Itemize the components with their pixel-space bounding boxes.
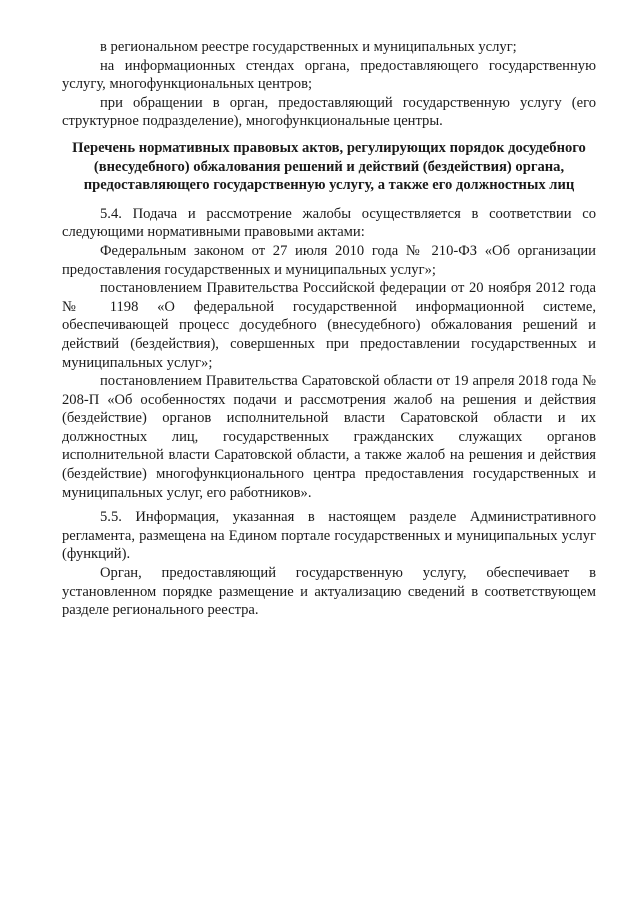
- section-heading: Перечень нормативных правовых актов, регулирующих порядок досудебного (внесудебного) обжалования решений и действий (бездействия) органа, предоставляющего государственную услугу, а также его должностных лиц: [72, 139, 586, 194]
- paragraph-agency-obligation: Орган, предоставляющий государственную услугу, обеспечивает в установленном порядке размещение и актуализацию сведений в соответствующем разделе регионального реестра.: [62, 565, 596, 619]
- paragraph-federal-law: Федеральным законом от 27 июля 2010 года № 210-ФЗ «Об организации предоставления государственных и муниципальных услуг»;: [62, 242, 596, 278]
- paragraph-5-5: 5.5. Информация, указанная в настоящем разделе Административного регламента, размещена на Едином портале государственных и муниципальных услуг (функций).: [62, 509, 596, 563]
- paragraph-info-stands: на информационных стендах органа, предоставляющего государственную услугу, многофункциональных центров;: [62, 57, 596, 93]
- paragraph-saratov-decree: постановлением Правительства Саратовской области от 19 апреля 2018 года № 208-П «Об особенностях подачи и рассмотрения жалоб на решения и действия (бездействие) органов исполнительной власти Саратовской области и их должностных лиц, государственных гражданских служащих органов исполнительной власти Саратовской области, а также жалоб на решения и действия (бездействие) многофункционального центра предоставления государственных и муниципальных услуг, его работников».: [62, 373, 596, 501]
- paragraph-5-4: 5.4. Подача и рассмотрение жалобы осуществляется в соответствии со следующими нормативными правовыми актами:: [62, 205, 596, 241]
- paragraph-applying-to-agency: при обращении в орган, предоставляющий государственную услугу (его структурное подразделение), многофункциональные центры.: [62, 94, 596, 130]
- document-page: [62, 38, 596, 620]
- paragraph-regional-registry: в региональном реестре государственных и муниципальных услуг;: [100, 39, 517, 55]
- paragraph-government-decree: постановлением Правительства Российской федерации от 20 ноября 2012 года № 1198 «О федеральной государственной информационной системе, обеспечивающей процесс досудебного (внесудебного) обжалования решений и действий (бездействия), совершенных при предоставлении государственных и муниципальных услуг»;: [62, 280, 596, 371]
